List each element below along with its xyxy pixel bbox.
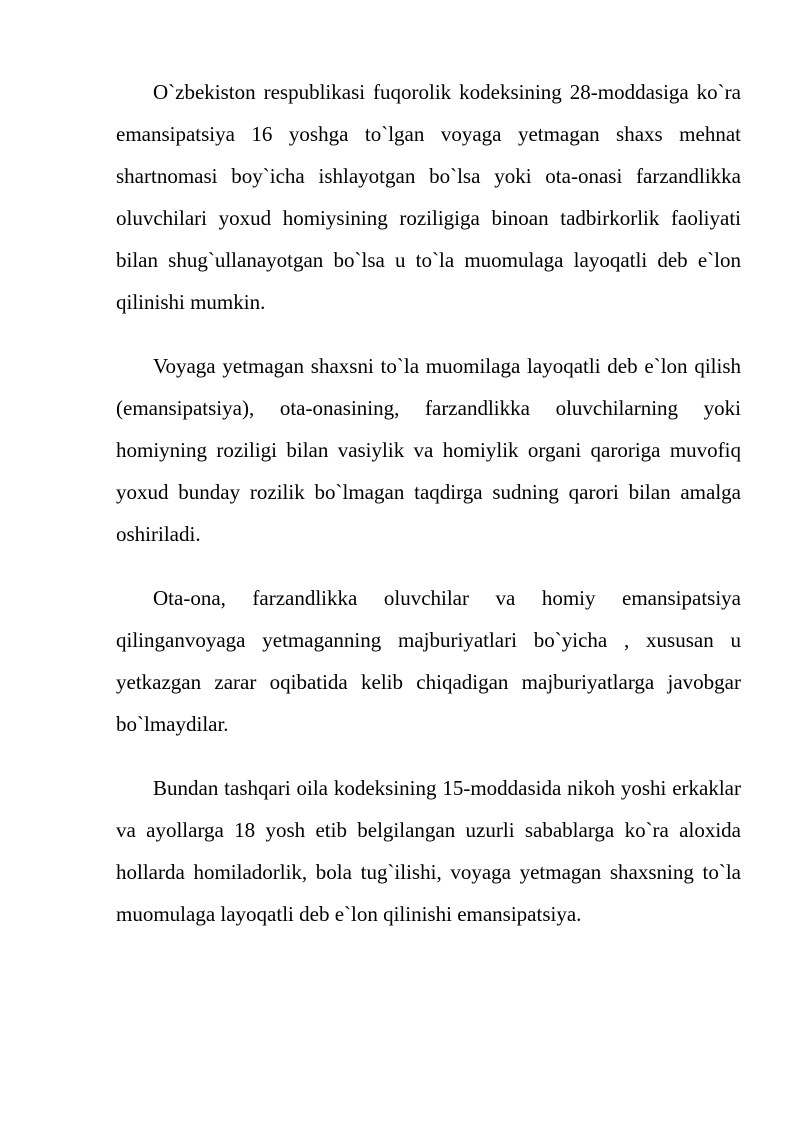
paragraph-2: Voyaga yetmagan shaxsni to`la muomilaga layoqatli deb e`lon qilish (emansipatsiya), ota-onasining, farzandlikka oluvchilarning yoki homiyning roziligi bilan vasiylik va homiylik organi qaroriga muvofiq yoxud bunday rozilik bo`lmagan taqdirga sudning qarori bilan amalga oshiriladi. (116, 354, 741, 546)
paragraph-4: Bundan tashqari oila kodeksining 15-moddasida nikoh yoshi erkaklar va ayollarga 18 yosh etib belgilangan uzurli sabablarga ko`ra aloxida hollarda homiladorlik, bola tug`ilishi, voyaga yetmagan shaxsning to`la muomulaga layoqatli deb e`lon qilinishi emansipatsiya. (116, 776, 741, 926)
document-body (116, 71, 741, 935)
paragraph-3: Ota-ona, farzandlikka oluvchilar va homiy emansipatsiya qilinganvoyaga yetmaganning majburiyatlari bo`yicha , xususan u yetkazgan zarar oqibatida kelib chiqadigan majburiyatlarga javobgar bo`lmaydilar. (116, 586, 741, 736)
paragraph-1: O`zbekiston respublikasi fuqorolik kodeksining 28-moddasiga ko`ra emansipatsiya 16 yoshga to`lgan voyaga yetmagan shaxs mehnat shartnomasi boy`icha ishlayotgan bo`lsa yoki ota-onasi farzandlikka oluvchilari yoxud homiysining roziligiga binoan tadbirkorlik faoliyati bilan shug`ullanayotgan bo`lsa u to`la muomulaga layoqatli deb e`lon qilinishi mumkin. (116, 80, 741, 314)
